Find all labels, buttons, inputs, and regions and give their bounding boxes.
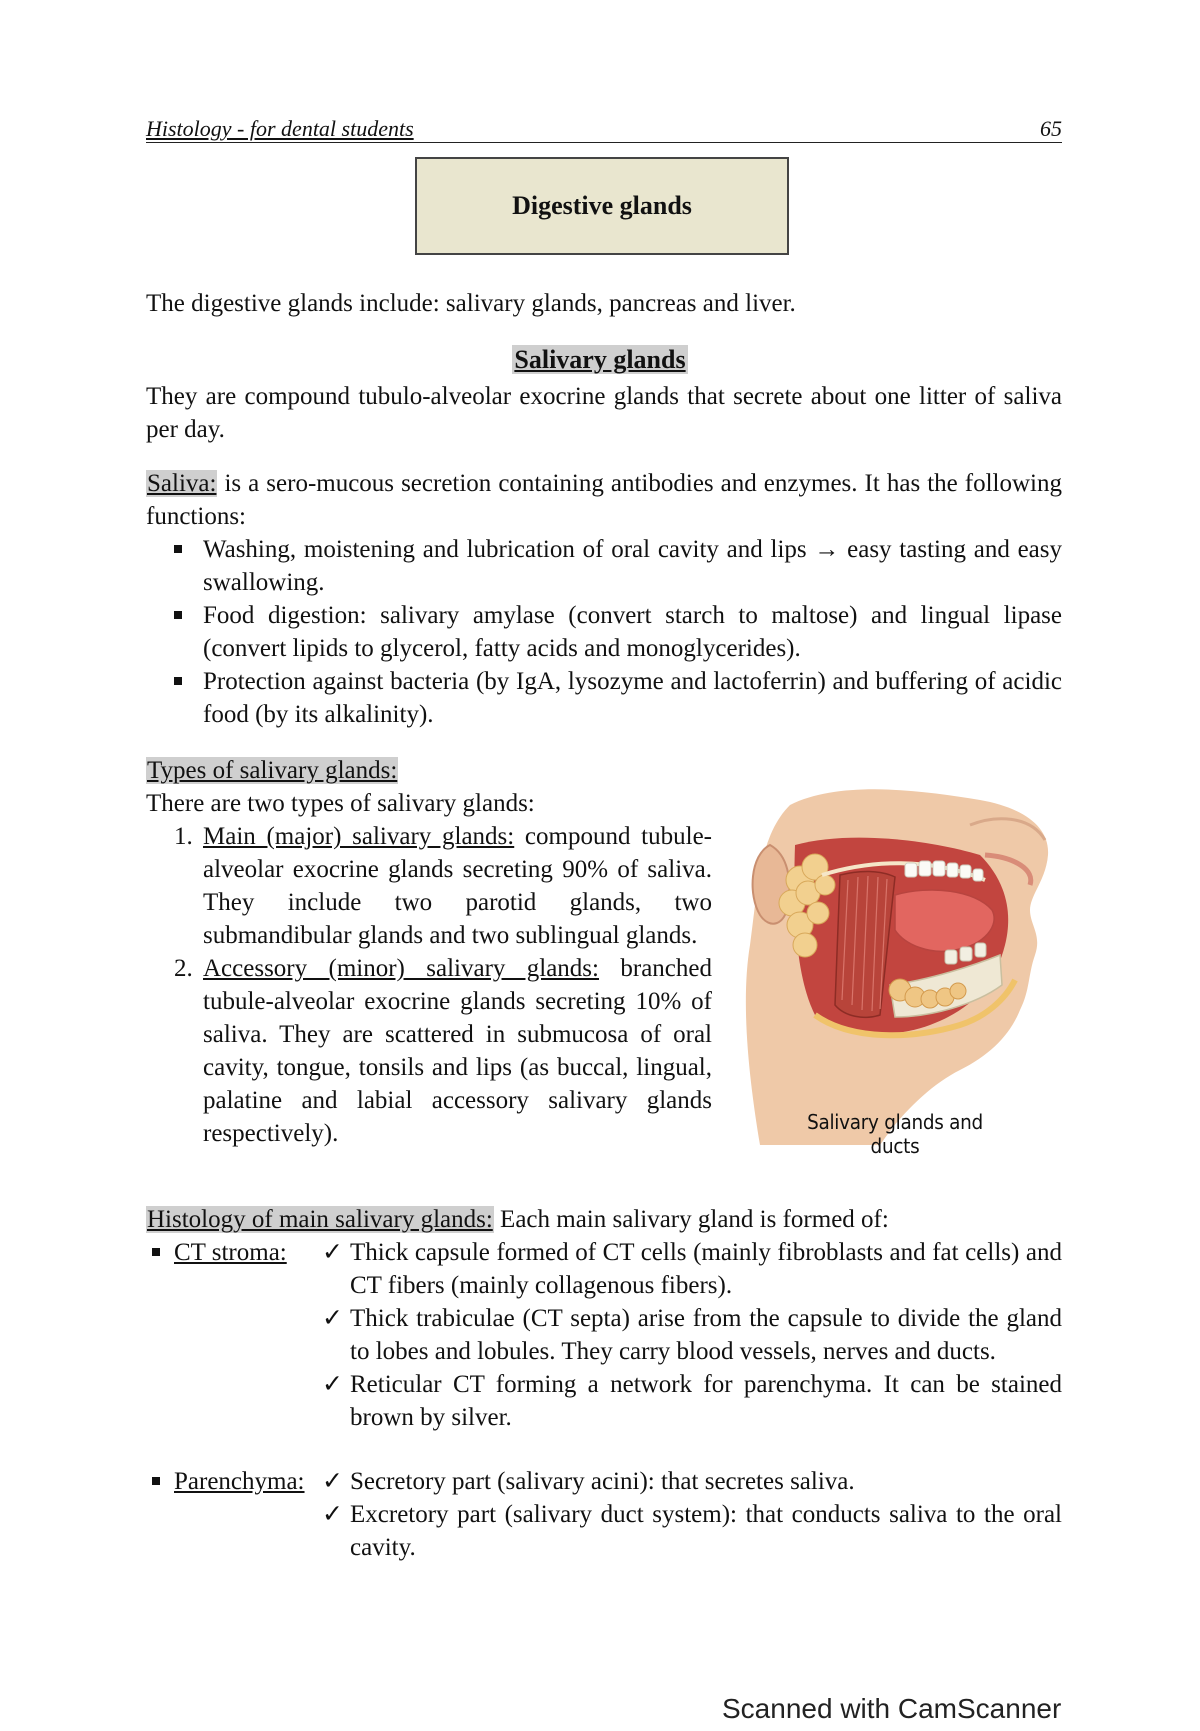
list-item <box>322 1465 1062 1498</box>
header-title: Histology - for dental students <box>146 116 414 141</box>
list-item <box>322 1498 1062 1564</box>
item-number: 2. <box>174 955 193 982</box>
chapter-title: Digestive glands <box>512 191 692 220</box>
parenchyma-label: Parenchyma: <box>174 1468 305 1495</box>
item-term: Accessory (minor) salivary glands: <box>203 955 599 982</box>
bullet-icon <box>152 1248 160 1256</box>
list-item <box>322 1368 1062 1434</box>
histology-heading-row <box>146 1203 1062 1236</box>
saliva-functions-list <box>146 533 1062 731</box>
salivary-glands-illustration <box>730 785 1060 1145</box>
types-heading <box>146 754 1062 787</box>
item-number: 1. <box>174 823 193 850</box>
types-list <box>146 820 712 1150</box>
check-icon: ✓ <box>322 1371 343 1398</box>
parenchyma-list <box>322 1465 1062 1564</box>
list-item: Protection against bacteria (by IgA, lysozyme and lactoferrin) and buffering of acidic food (by its alkalinity). <box>146 665 1062 731</box>
running-header <box>146 114 1062 143</box>
chapter-title-box <box>415 157 789 255</box>
item-text: branched tubule-alveolar exocrine glands secreting 10% of saliva. They are scattered in submucosa of oral cavity, tongue, tonsils and lips (as buccal, lingual, palatine and labial accessory salivary glands respectively). <box>203 955 712 1147</box>
bullet-icon <box>152 1477 160 1485</box>
check-icon: ✓ <box>322 1468 343 1495</box>
types-list-wrap <box>146 820 712 1150</box>
histology-text: Each main salivary gland is formed of: <box>493 1206 889 1233</box>
histology-heading: Histology of main salivary glands: <box>147 1206 493 1233</box>
saliva-section <box>146 467 1062 731</box>
item-text: compound tubule-alveolar exocrine glands secreting 90% of saliva. They include two parotid glands, two submandibular glands and two sublingual glands. <box>203 823 712 949</box>
saliva-term: Saliva: <box>147 470 217 497</box>
check-icon: ✓ <box>322 1501 343 1528</box>
scanner-watermark: Scanned with CamScanner <box>722 1693 1062 1724</box>
list-item: Food digestion: salivary amylase (convert starch to maltose) and lingual lipase (convert lipids to glycerol, fatty acids and monoglycerides). <box>146 599 1062 665</box>
check-icon: ✓ <box>322 1239 343 1266</box>
list-item: Washing, moistening and lubrication of oral cavity and lips → easy tasting and easy swallowing. <box>146 533 1062 599</box>
types-intro: There are two types of salivary glands: <box>146 790 535 817</box>
item-text: Excretory part (salivary duct system): that conducts saliva to the oral cavity. <box>350 1501 1062 1561</box>
figure-caption: Salivary glands and ducts <box>807 1110 983 1158</box>
ct-stroma-label: CT stroma: <box>174 1239 287 1266</box>
list-item <box>322 1302 1062 1368</box>
item-text: Thick trabiculae (CT septa) arise from the capsule to divide the gland to lobes and lobules. They carry blood vessels, nerves and ducts. <box>350 1305 1062 1365</box>
types-heading-text: Types of salivary glands: <box>147 757 398 784</box>
check-icon: ✓ <box>322 1305 343 1332</box>
list-item <box>146 952 712 1150</box>
list-item <box>146 820 712 952</box>
item-term: Main (major) salivary glands: <box>203 823 515 850</box>
item-text: Thick capsule formed of CT cells (mainly fibroblasts and fat cells) and CT fibers (mainly collagenous fibers). <box>350 1239 1062 1299</box>
salivary-description: They are compound tubulo-alveolar exocrine glands that secrete about one litter of saliva per day. <box>146 383 1062 443</box>
saliva-definition <box>146 467 1062 533</box>
page-number: 65 <box>1040 116 1062 141</box>
ct-stroma-list <box>322 1236 1062 1434</box>
intro-paragraph: The digestive glands include: salivary glands, pancreas and liver. <box>146 290 796 317</box>
saliva-text: is a sero-mucous secretion containing antibodies and enzymes. It has the following functions: <box>146 470 1062 530</box>
list-item <box>322 1236 1062 1302</box>
salivary-heading <box>0 345 1200 375</box>
item-text: Secretory part (salivary acini): that secretes saliva. <box>350 1468 855 1495</box>
item-text: Reticular CT forming a network for parenchyma. It can be stained brown by silver. <box>350 1371 1062 1431</box>
salivary-heading-text: Salivary glands <box>514 345 686 374</box>
